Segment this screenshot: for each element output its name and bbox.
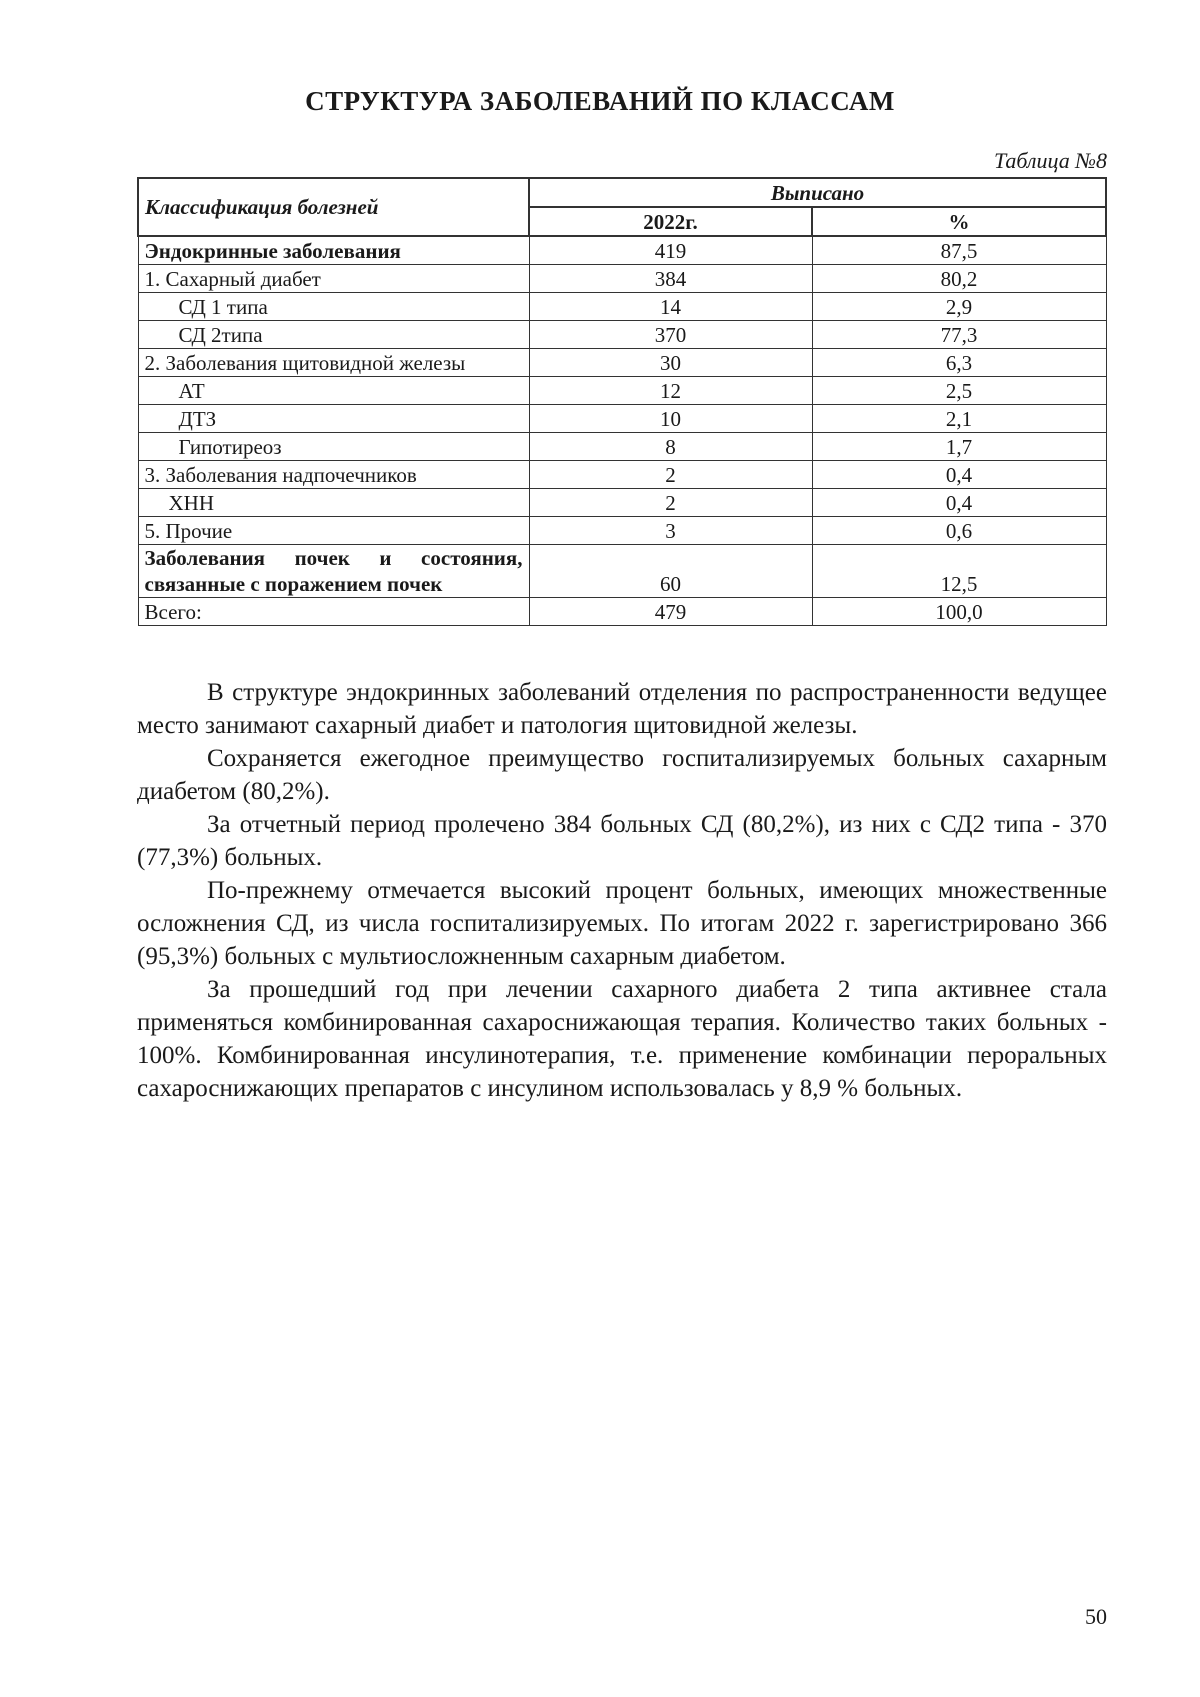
body-text	[137, 676, 1107, 1105]
row-label: Всего:	[138, 598, 529, 626]
row-percent: 1,7	[812, 433, 1106, 461]
paragraph: Сохраняется ежегодное преимущество госпитализируемых больных сахарным диабетом (80,2%).	[137, 745, 1107, 805]
row-count: 60	[529, 545, 812, 598]
table-row-total	[138, 598, 1106, 626]
row-label: 2. Заболевания щитовидной железы	[138, 349, 529, 377]
disease-structure-table	[137, 177, 1107, 626]
table-row	[138, 321, 1106, 349]
table-row	[138, 293, 1106, 321]
kidney-label-line1: Заболевания почек и состояния,	[144, 546, 523, 570]
table-row	[138, 517, 1106, 545]
table-row	[138, 489, 1106, 517]
row-percent: 80,2	[812, 265, 1106, 293]
row-count: 384	[529, 265, 812, 293]
paragraph: За отчетный период пролечено 384 больных СД (80,2%), из них с СД2 типа - 370 (77,3%) больных.	[137, 811, 1107, 871]
row-count: 30	[529, 349, 812, 377]
row-percent: 0,6	[812, 517, 1106, 545]
page-title: СТРУКТУРА ЗАБОЛЕВАНИЙ ПО КЛАССАМ	[305, 86, 895, 116]
row-count: 479	[529, 598, 812, 626]
table-row	[138, 236, 1106, 265]
table-row	[138, 461, 1106, 489]
row-label: АТ	[138, 377, 529, 405]
paragraph: За прошедший год при лечении сахарного диабета 2 типа активнее стала применяться комбинированная сахароснижающая терапия. Количество таких больных - 100%. Комбинированная инсулинотерапия, т.е. применение комбинации пероральных сахароснижающих препаратов с инсулином использовалась у 8,9 % больных.	[137, 976, 1107, 1102]
row-label	[138, 545, 529, 598]
table-row	[138, 265, 1106, 293]
header-discharged: Выписано	[529, 178, 1106, 207]
row-count: 8	[529, 433, 812, 461]
row-label: ДТЗ	[138, 405, 529, 433]
row-percent: 87,5	[812, 236, 1106, 265]
row-percent: 6,3	[812, 349, 1106, 377]
table-body	[138, 236, 1106, 545]
row-percent: 77,3	[812, 321, 1106, 349]
row-label: ХНН	[138, 489, 529, 517]
table-row-kidney	[138, 545, 1106, 598]
row-count: 10	[529, 405, 812, 433]
row-count: 419	[529, 236, 812, 265]
header-classification: Классификация болезней	[138, 178, 529, 236]
row-label: Эндокринные заболевания	[138, 236, 529, 265]
row-count: 370	[529, 321, 812, 349]
row-percent: 2,9	[812, 293, 1106, 321]
table-row	[138, 349, 1106, 377]
table-row	[138, 433, 1106, 461]
paragraph: В структуре эндокринных заболеваний отделения по распространенности ведущее место занимают сахарный диабет и патология щитовидной железы.	[137, 679, 1107, 739]
row-count: 12	[529, 377, 812, 405]
row-label: 1. Сахарный диабет	[138, 265, 529, 293]
row-label: 3. Заболевания надпочечников	[138, 461, 529, 489]
kidney-label-line2: связанные с поражением почек	[144, 572, 443, 596]
row-label: 5. Прочие	[138, 517, 529, 545]
row-count: 2	[529, 489, 812, 517]
row-count: 2	[529, 461, 812, 489]
header-year: 2022г.	[529, 207, 812, 236]
row-percent: 0,4	[812, 489, 1106, 517]
table-row	[138, 405, 1106, 433]
table-row	[138, 377, 1106, 405]
row-percent: 100,0	[812, 598, 1106, 626]
page-number: 50	[1085, 1604, 1107, 1629]
row-count: 3	[529, 517, 812, 545]
row-label: Гипотиреоз	[138, 433, 529, 461]
row-percent: 12,5	[812, 545, 1106, 598]
table-caption: Таблица №8	[993, 148, 1107, 173]
row-label: СД 2типа	[138, 321, 529, 349]
row-percent: 2,5	[812, 377, 1106, 405]
header-percent: %	[812, 207, 1106, 236]
row-count: 14	[529, 293, 812, 321]
row-label: СД 1 типа	[138, 293, 529, 321]
row-percent: 2,1	[812, 405, 1106, 433]
row-percent: 0,4	[812, 461, 1106, 489]
paragraph: По-прежнему отмечается высокий процент больных, имеющих множественные осложнения СД, из числа госпитализируемых. По итогам 2022 г. зарегистрировано 366 (95,3%) больных с мультиосложненным сахарным диабетом.	[137, 877, 1107, 970]
